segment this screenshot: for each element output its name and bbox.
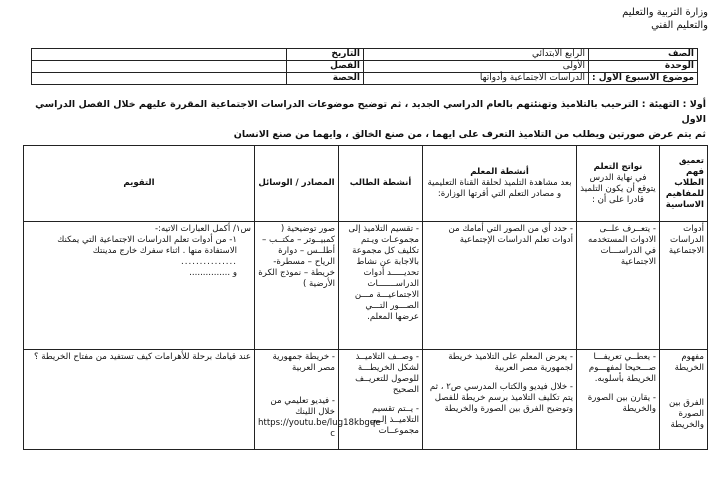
eval-dots-2: و ............... (189, 268, 237, 278)
info-label-date: التاريخ (287, 49, 364, 61)
eval-item-1: ١- من أدوات تعلم الدراسات الاجتماعية التي يمكنك الاستفادة منها . اثناء سفرك خارج مدينتك (57, 235, 237, 256)
header-student: أنشطة الطالب (339, 146, 423, 222)
table-row (24, 350, 708, 450)
info-label-topic: موضوع الاسبوع الاول : (589, 73, 698, 85)
info-value-class (32, 61, 287, 73)
row2-concepts (660, 350, 708, 450)
row1-teacher: - حدد أي من الصور التي أمامك من أدوات تعلم الدراسات الإجتماعية (423, 222, 577, 350)
header-outcomes-sub: في نهاية الدرس يتوقع أن يكون التلميذ قادرا على أن : (580, 172, 656, 205)
row2-teacher (423, 350, 577, 450)
info-label-period: الحصة (287, 73, 364, 85)
header-teacher-title: أنشطة المعلم (470, 167, 529, 177)
row2-concept-1: مفهوم الخريطة (674, 352, 704, 373)
intro-line-2: ثم يتم عرض صورتين ويطلب من التلاميذ التعرف على ايهما ، من صنع الخالق ، وايهما من صنع الانسان (233, 129, 706, 140)
header-teacher (423, 146, 577, 222)
info-row (32, 73, 698, 85)
ministry-line-2: والتعليم الفني (651, 20, 708, 31)
row2-outcome-1: - يعطــي تعريفـــا صـــحيحا لمفهـــوم الخريطة بأسلوبه. (588, 352, 656, 384)
header-outcomes-title: نواتج التعلم (593, 161, 643, 172)
row2-outcomes (577, 350, 660, 450)
row1-resources: صور توضيحية ( كمبيــوتر – مكتــب – أطلــس – دوارة الرياح – مسطرة- خريطة – نموذج الكرة الأرضية ) (255, 222, 339, 350)
info-row (32, 61, 698, 73)
row2-resources-2: - فيديو تعليمي من خلال اللينك (270, 396, 335, 417)
info-label-grade: الصف (589, 49, 698, 61)
row1-outcome: - يتعــرف علــى الادوات المستخدمه في الدراســـات الاجتماعية (577, 222, 660, 350)
header-teacher-sub: بعد مشاهدة التلميذ لحلقة القناة التعليمية و مصادر التعلم التي أقرتها الوزارة: (427, 178, 572, 199)
info-label-unit: الوحدة (589, 61, 698, 73)
ministry-header (622, 6, 708, 32)
row2-teacher-2: - خلال فيديو والكتاب المدرسي ص٢ ، ثم يتم تكليف التلاميذ برسم خريطة للفصل وتوضيح الفرق بين الصورة والخريطة (429, 382, 573, 414)
info-value-unit: الأولى (364, 61, 589, 73)
info-label-class: الفصل (287, 61, 364, 73)
info-value-topic: الدراسات الاجتماعية وأدواتها (364, 73, 589, 85)
header-outcomes (577, 146, 660, 222)
table-row (24, 222, 708, 350)
info-value-period (32, 73, 287, 85)
row2-student-2: - يــتم تقسيم التلاميــذ إلــى مجموعــات (369, 404, 419, 436)
row2-resources-1: - خريطة جمهورية مصر العربية (272, 352, 335, 373)
lesson-plan-table (23, 145, 708, 450)
header-resources: المصادر / الوسائل (255, 146, 339, 222)
row2-evaluation: عند قيامك برحلة للأهرامات كيف تستفيد من مفتاح الخريطة ؟ (24, 350, 255, 450)
row1-student: - تقسيم التلاميذ إلى مجموعـات ويـتم تكليف كل مجموعة بالاجابة عن نشاط تحديـــــد أدوات الدراســـــــات الاجتماعيـــة مـــن الصـــور التـــي عرضها المعلم. (339, 222, 423, 350)
row2-concept-2: الفرق بين الصورة والخريطة (668, 398, 704, 430)
row1-concept: أدوات الدراسات الاجتماعية (660, 222, 708, 350)
eval-dots-1: ............... (181, 257, 237, 267)
row2-outcome-2: - يقارن بين الصورة والخريطة (587, 393, 656, 414)
video-link-tail[interactable]: c (330, 429, 335, 439)
intro-line-1: أولا : التهيئة : الترحيب بالتلاميذ وتهنئتهم بالعام الدراسي الجديد ، ثم توضيح موضوعات الدراسات الاجتماعية المقررة عليهم خلال الفصل الدراسي الاول (35, 99, 706, 125)
row2-student-1: - وصــف التلاميــذ لشكل الخريطـــة للوصول للتعريــف الصحيح (355, 352, 419, 395)
header-concepts: تعميق فهم الطلاب للمفاهيم الاساسية (660, 146, 708, 222)
info-value-date (32, 49, 287, 61)
video-link[interactable]: https://youtu.be/lug18kbgqe (258, 418, 381, 428)
eval-question: س١/ أكمل العبارات الاتيه:- (154, 224, 251, 234)
row1-evaluation (24, 222, 255, 350)
lesson-info-table (31, 48, 698, 85)
info-value-grade: الرابع الابتدائي (364, 49, 589, 61)
info-row (32, 49, 698, 61)
row2-teacher-1: - يعرض المعلم على التلاميذ خريطة لجمهورية مصر العربية (448, 352, 573, 373)
row2-resources (255, 350, 381, 450)
intro-section (16, 97, 706, 142)
table-header-row (24, 146, 708, 222)
row2-student (339, 350, 423, 450)
ministry-line-1: وزارة التربية والتعليم (622, 7, 708, 18)
header-evaluation: التقويم (24, 146, 255, 222)
